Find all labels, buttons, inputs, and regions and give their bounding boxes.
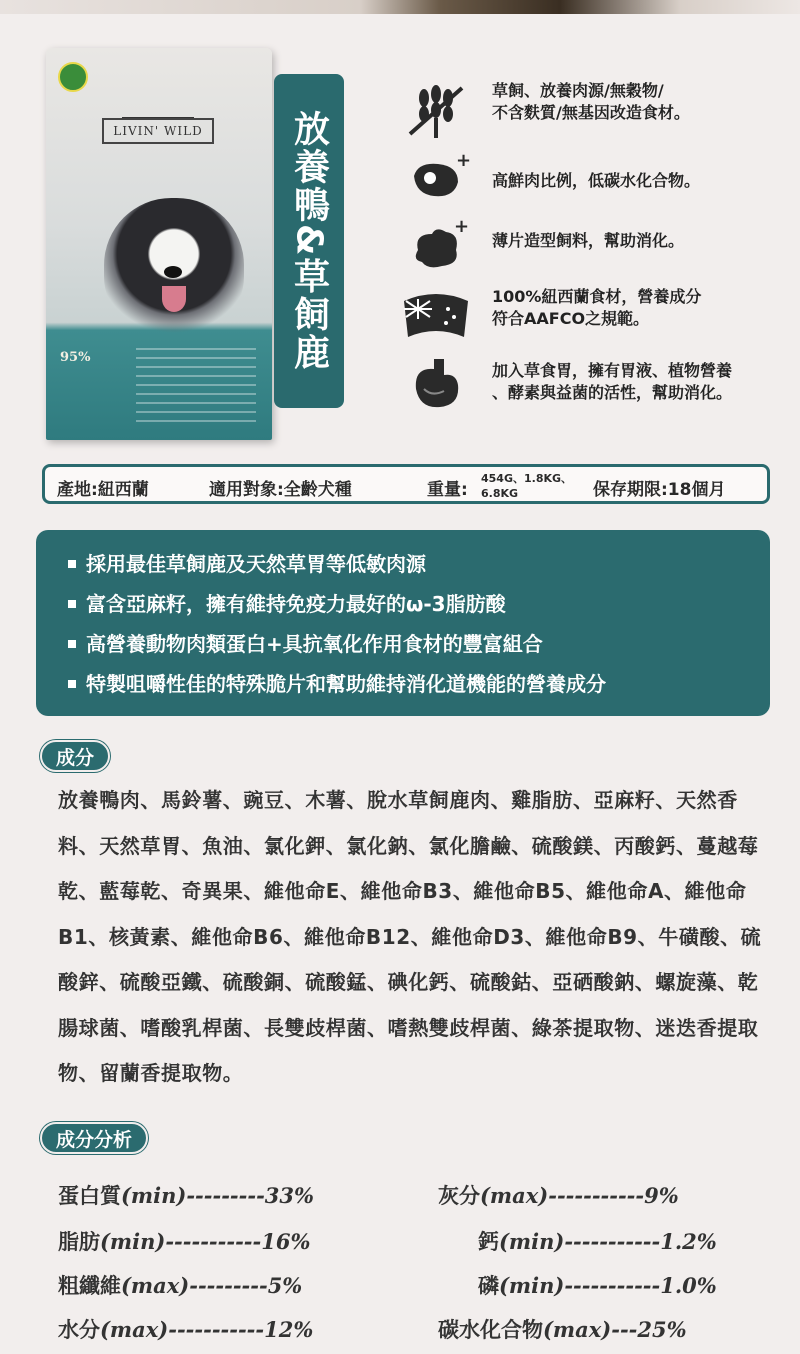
- ingredients-text: 放養鴨肉、馬鈴薯、豌豆、木薯、脫水草飼鹿肉、雞脂肪、亞麻籽、天然香料、天然草胃、魚油、氯化鉀、氯化鈉、氯化膽鹼、硫酸鎂、丙酸鈣、蔓越莓乾、藍莓乾、奇異果、維他命E、維他命B3、維他命B5、維他命A、維他命B1、核黃素、維他命B6、維他命B12、維他命D3、維他命B9、牛磺酸、硫酸鋅、硫酸亞鐵、硫酸銅、硫酸錳、碘化鈣、硫酸鈷、亞硒酸鈉、螺旋藻、乾腸球菌、嗜酸乳桿菌、長雙歧桿菌、嗜熱雙歧桿菌、綠茶提取物、迷迭香提取物、留蘭香提取物。: [58, 788, 762, 1085]
- analysis-name: 蛋白質: [58, 1184, 121, 1208]
- feature-text-line: 加入草食胃，擁有胃液、植物營養: [492, 361, 733, 380]
- dog-tongue: [162, 286, 186, 312]
- feature-text-line: 100%紐西蘭食材，營養成分: [492, 287, 702, 306]
- feature-item: [396, 282, 776, 352]
- meat-icon: [396, 150, 476, 214]
- product-info-bar: [42, 464, 770, 504]
- feature-text-line: 符合AAFCO之規範。: [492, 309, 650, 328]
- feature-text-line: 草飼、放養肉源/無穀物/: [492, 81, 664, 100]
- analysis-name: 脂肪: [58, 1230, 100, 1254]
- feature-item: [396, 352, 776, 422]
- stomach-icon: [396, 352, 476, 416]
- analysis-row: [478, 1226, 717, 1256]
- dog-nose: [164, 266, 182, 278]
- analysis-row: [438, 1314, 687, 1344]
- analysis-tag: (max): [121, 1273, 190, 1298]
- highlight-item: 高營養動物肉類蛋白+具抗氧化作用食材的豐富組合: [68, 624, 770, 664]
- feature-text-line: 高鮮肉比例，低碳水化合物。: [492, 171, 701, 190]
- analysis-row: [58, 1314, 313, 1344]
- tree-logo-icon: [122, 100, 194, 120]
- analysis-value: 12%: [264, 1317, 314, 1342]
- svg-text:+: +: [454, 216, 470, 237]
- feature-text-line: 不含麩質/無基因改造食材。: [492, 103, 690, 122]
- analysis-dash: -----------: [564, 1229, 661, 1254]
- analysis-name: 灰分: [438, 1184, 480, 1208]
- analysis-dash: -----------: [165, 1229, 262, 1254]
- badge-icon: [58, 62, 88, 92]
- analysis-label: 成分分析: [40, 1122, 148, 1154]
- analysis-name: 粗纖維: [58, 1274, 121, 1298]
- analysis-row: [58, 1270, 302, 1300]
- analysis-row: [438, 1180, 679, 1210]
- weight-line-1: 454G、1.8KG、: [481, 472, 573, 485]
- analysis-name: 水分: [58, 1318, 100, 1342]
- analysis-dash: ---------: [189, 1273, 268, 1298]
- highlight-item: 採用最佳草飼鹿及天然草胃等低敏肉源: [68, 544, 770, 584]
- ingredients-label: 成分: [40, 740, 110, 772]
- highlight-item: 富含亞麻籽，擁有維持免疫力最好的ω-3脂肪酸: [68, 584, 770, 624]
- wheat-icon: [396, 80, 476, 144]
- analysis-value: 5%: [267, 1273, 303, 1298]
- dog-illustration: [104, 198, 244, 338]
- feature-text-line: 、酵素與益菌的活性，幫助消化。: [492, 383, 733, 402]
- analysis-tag: (max): [100, 1317, 169, 1342]
- feature-item: [396, 150, 776, 220]
- analysis-value: 16%: [261, 1229, 311, 1254]
- analysis-dash: -----------: [548, 1183, 645, 1208]
- analysis-dash: -----------: [168, 1317, 265, 1342]
- highlight-item: 特製咀嚼性佳的特殊脆片和幫助維持消化道機能的營養成分: [68, 664, 770, 704]
- svg-text:+: +: [456, 150, 472, 171]
- analysis-tag: (min): [121, 1183, 187, 1208]
- weight-label: 重量:: [427, 480, 468, 500]
- analysis-tag: (min): [100, 1229, 166, 1254]
- analysis-tag: (min): [499, 1273, 565, 1298]
- analysis-tag: (max): [480, 1183, 549, 1208]
- weight-line-2: 6.8KG: [481, 487, 519, 500]
- analysis-row: [58, 1226, 310, 1256]
- feature-item: [396, 80, 776, 150]
- analysis-row: [478, 1270, 717, 1300]
- analysis-value: 33%: [264, 1183, 314, 1208]
- analysis-name: 鈣: [478, 1230, 499, 1254]
- analysis-row: [58, 1180, 314, 1210]
- analysis-tag: (min): [499, 1229, 565, 1254]
- bag-text-lines: [136, 348, 256, 428]
- analysis-dash: ---------: [186, 1183, 265, 1208]
- top-photo-strip: [0, 0, 800, 14]
- shelf-life-text: 保存期限:18個月: [593, 480, 726, 500]
- new-zealand-flag-icon: [396, 282, 476, 346]
- analysis-value: 25%: [637, 1317, 687, 1342]
- product-bag-image: [46, 48, 272, 440]
- bag-percent: 95%: [60, 350, 91, 365]
- origin-text: 產地:紐西蘭: [57, 480, 149, 500]
- analysis-value: 9%: [644, 1183, 679, 1208]
- highlights-box: [36, 530, 770, 716]
- feature-text-line: 薄片造型飼料，幫助消化。: [492, 231, 685, 250]
- analysis-name: 碳水化合物: [438, 1318, 543, 1342]
- analysis-value: 1.0%: [660, 1273, 717, 1298]
- brand-logo: LIVIN' WILD: [102, 118, 214, 144]
- analysis-name: 磷: [478, 1274, 499, 1298]
- analysis-value: 1.2%: [660, 1229, 717, 1254]
- feature-item: [396, 216, 776, 286]
- analysis-tag: (max): [543, 1317, 612, 1342]
- analysis-dash: ---: [611, 1317, 638, 1342]
- product-name-vertical: 放養鴨&草飼鹿: [274, 74, 344, 408]
- target-text: 適用對象:全齡犬種: [209, 480, 352, 500]
- kibble-icon: [396, 216, 476, 280]
- analysis-dash: -----------: [564, 1273, 661, 1298]
